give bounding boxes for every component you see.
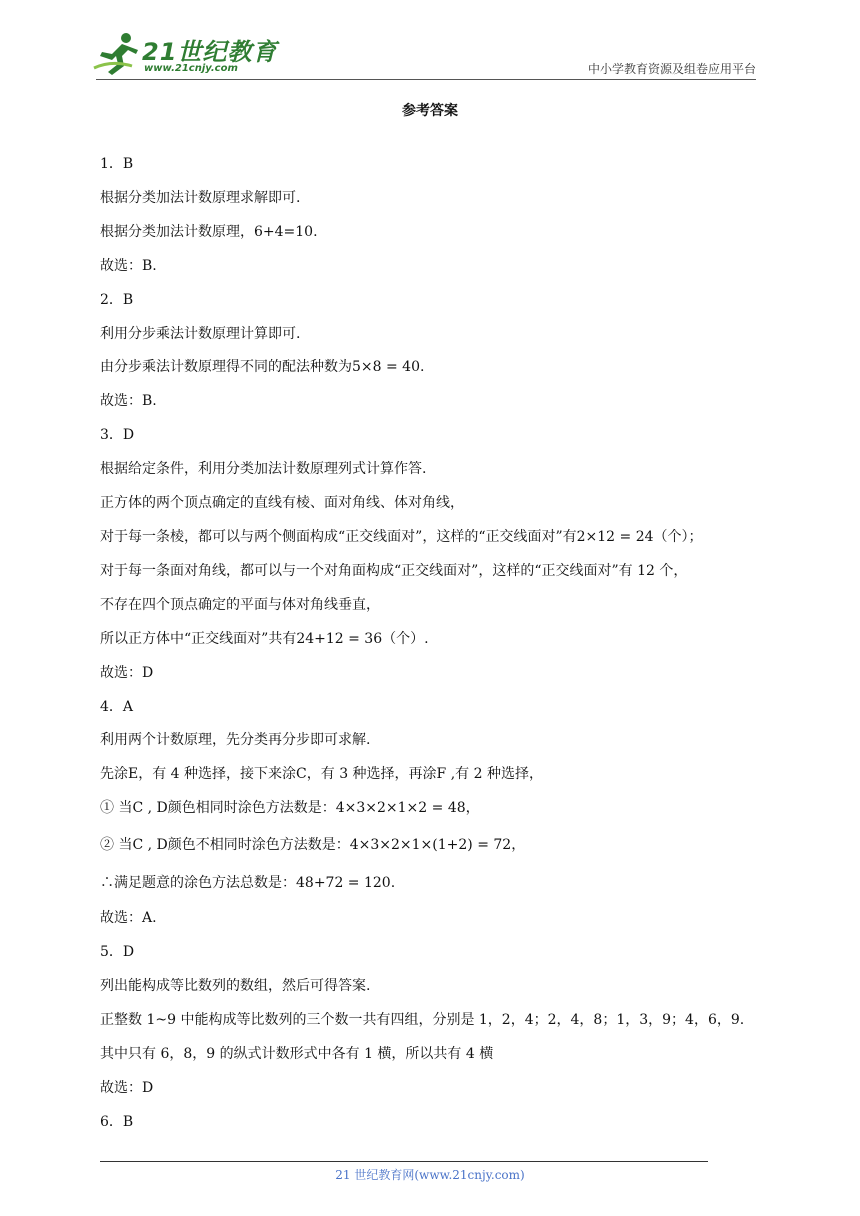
answer-content [100,148,780,1139]
answer-line: 故选：A. [100,910,157,927]
footer-divider [100,1161,708,1162]
runner-logo-icon [92,30,140,76]
header-divider [96,79,756,80]
answer-line: 根据给定条件，利用分类加法计数原理列式计算作答. [100,461,427,478]
footer-link[interactable]: 21 世纪教育网(www.21cnjy.com) [335,1168,525,1182]
answer-line: 由分步乘法计数原理得不同的配法种数为5×8 = 40. [100,359,425,376]
answer-line: 对于每一条棱，都可以与两个侧面构成“正交线面对”，这样的“正交线面对”有2×12 = 24（个）； [100,528,703,545]
answer-line: 故选：D [100,664,154,681]
answer-line: 3．D [100,427,135,444]
answer-line: 所以正方体中“正交线面对”共有24+12 = 36（个）. [100,630,429,647]
answer-line: 列出能构成等比数列的数组，然后可得答案. [100,977,371,994]
answer-line: 对于每一条面对角线，都可以与一个对角面构成“正交线面对”，这样的“正交线面对”有 12 个， [100,562,688,579]
answer-line: ① 当C , D颜色相同时涂色方法数是：4×3×2×1×2 = 48， [100,800,480,817]
answer-line: 故选：B. [100,393,157,410]
page-title: 参考答案 [402,103,458,119]
platform-name: 中小学教育资源及组卷应用平台 [587,62,756,76]
answer-line: 其中只有 6，8，9 的纵式计数形式中各有 1 横，所以共有 4 横 [100,1045,494,1062]
answer-line: ② 当C , D颜色不相同时涂色方法数是：4×3×2×1×(1+2) = 72， [100,837,526,854]
site-logo[interactable] [92,30,292,80]
answer-line: 先涂E，有 4 种选择，接下来涂C，有 3 种选择，再涂F ,有 2 种选择， [100,766,543,783]
answer-line: 1．B [100,156,134,172]
answer-line: 根据分类加法计数原理，6+4=10. [100,223,318,240]
answer-line: 不存在四个顶点确定的平面与体对角线垂直， [100,596,380,613]
answer-line: 6．B [100,1113,134,1130]
logo-text: 21世纪教育 [142,38,278,66]
answer-line: 4．A [100,698,134,715]
answer-line: 正方体的两个顶点确定的直线有棱、面对角线、体对角线， [100,495,464,512]
answer-line: ∴满足题意的涂色方法总数是：48+72 = 120. [100,875,396,892]
answer-line: 5．D [100,944,135,961]
answer-line: 故选：D [100,1079,154,1096]
answer-line: 利用分步乘法计数原理计算即可. [100,325,301,342]
answer-line: 2．B [100,291,134,308]
answer-line: 利用两个计数原理，先分类再分步即可求解. [100,732,371,749]
page-header [0,0,860,80]
answer-line: 根据分类加法计数原理求解即可. [100,189,301,206]
answer-line: 故选：B. [100,257,157,274]
answer-line: 正整数 1~9 中能构成等比数列的三个数一共有四组，分别是 1，2，4；2，4，8；1，3，9；4，6，9. [100,1011,745,1028]
logo-url: www.21cnjy.com [144,63,238,74]
